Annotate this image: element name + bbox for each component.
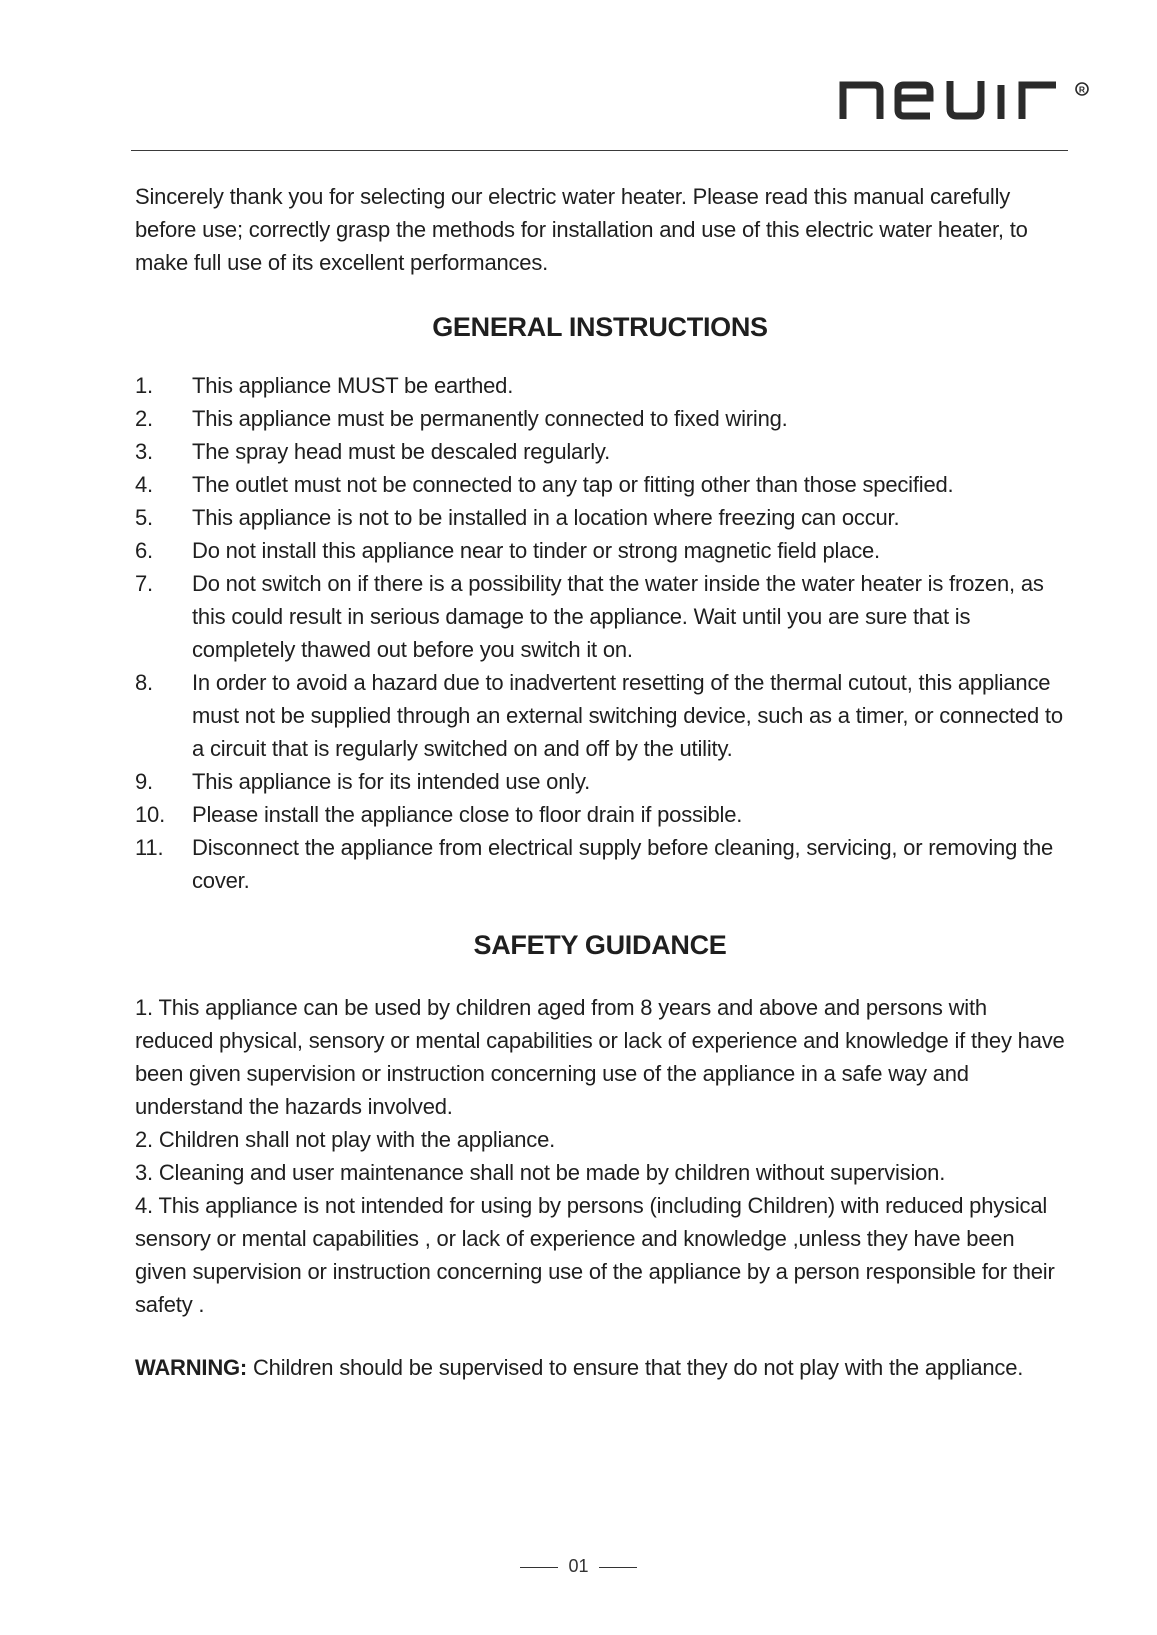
- list-item-number: 3.: [135, 439, 153, 464]
- list-item: [135, 534, 1065, 567]
- list-item-text: In order to avoid a hazard due to inadvertent resetting of the thermal cutout, this appliance must not be supplied through an external switching device, such as a timer, or connected to a circuit that is regularly switched on and off by the utility.: [192, 670, 1063, 761]
- list-item-text: Do not install this appliance near to tinder or strong magnetic field place.: [192, 538, 880, 563]
- page-footer: [0, 1556, 1157, 1577]
- list-item: [135, 765, 1065, 798]
- list-item-text: This appliance is not to be installed in a location where freezing can occur.: [192, 505, 900, 530]
- list-item-number: 6.: [135, 538, 153, 563]
- list-item: [135, 798, 1065, 831]
- warning-label: WARNING:: [135, 1355, 248, 1380]
- footer-dash-right: [599, 1567, 637, 1568]
- list-item-text: Disconnect the appliance from electrical supply before cleaning, servicing, or removing the cover.: [192, 835, 1054, 893]
- list-item-text: This appliance must be permanently connected to fixed wiring.: [192, 406, 788, 431]
- footer-dash-left: [520, 1567, 558, 1568]
- intro-paragraph: Sincerely thank you for selecting our electric water heater. Please read this manual carefully before use; correctly grasp the methods for installation and use of this electric water heater, to make full use of its excellent performances.: [135, 184, 1028, 275]
- list-item-number: 4.: [135, 472, 153, 497]
- page-content: [135, 180, 1065, 1384]
- list-item-number: 2.: [135, 406, 153, 431]
- list-item-text: Do not switch on if there is a possibility that the water inside the water heater is frozen, as this could result in serious damage to the appliance. Wait until you are sure that is completely thawed out before you switch it on.: [192, 571, 1044, 662]
- list-item: [135, 831, 1065, 897]
- list-item-number: 1.: [135, 373, 153, 398]
- list-item: [135, 369, 1065, 402]
- safety-guidance-title: SAFETY GUIDANCE: [473, 930, 727, 960]
- brand-logo: [838, 78, 1094, 122]
- safety-guidance-list: [135, 991, 1065, 1321]
- safety-item: 3. Cleaning and user maintenance shall not be made by children without supervision.: [135, 1160, 946, 1185]
- page-number: 01: [568, 1556, 589, 1576]
- list-item: [135, 435, 1065, 468]
- list-item-number: 9.: [135, 769, 153, 794]
- list-item: [135, 567, 1065, 666]
- list-item-number: 7.: [135, 571, 153, 596]
- warning-text: Children should be supervised to ensure that they do not play with the appliance.: [247, 1355, 1024, 1380]
- list-item-number: 8.: [135, 670, 153, 695]
- list-item-number: 10.: [135, 802, 165, 827]
- list-item-number: 11.: [135, 835, 164, 860]
- list-item-text: This appliance is for its intended use only.: [192, 769, 591, 794]
- safety-item: 2. Children shall not play with the appliance.: [135, 1127, 556, 1152]
- safety-item: 4. This appliance is not intended for using by persons (including Children) with reduced physical sensory or mental capabilities , or lack of experience and knowledge ,unless they have been given supervision or instruction concerning use of the appliance by a person responsible for their safety .: [135, 1193, 1055, 1317]
- list-item: [135, 501, 1065, 534]
- general-instructions-title: GENERAL INSTRUCTIONS: [432, 312, 768, 342]
- list-item-number: 5.: [135, 505, 153, 530]
- header-divider: [131, 150, 1068, 151]
- list-item-text: The spray head must be descaled regularly.: [192, 439, 610, 464]
- list-item-text: The outlet must not be connected to any tap or fitting other than those specified.: [192, 472, 954, 497]
- list-item: [135, 402, 1065, 435]
- list-item-text: Please install the appliance close to floor drain if possible.: [192, 802, 743, 827]
- warning-paragraph: [135, 1351, 1065, 1384]
- list-item: [135, 666, 1065, 765]
- list-item: [135, 468, 1065, 501]
- svg-text:R: R: [1078, 84, 1086, 95]
- general-instructions-list: [135, 369, 1065, 897]
- list-item-text: This appliance MUST be earthed.: [192, 373, 514, 398]
- safety-item: 1. This appliance can be used by children aged from 8 years and above and persons with reduced physical, sensory or mental capabilities or lack of experience and knowledge if they have been given supervision or instruction concerning use of the appliance in a safe way and understand the hazards involved.: [135, 995, 1065, 1119]
